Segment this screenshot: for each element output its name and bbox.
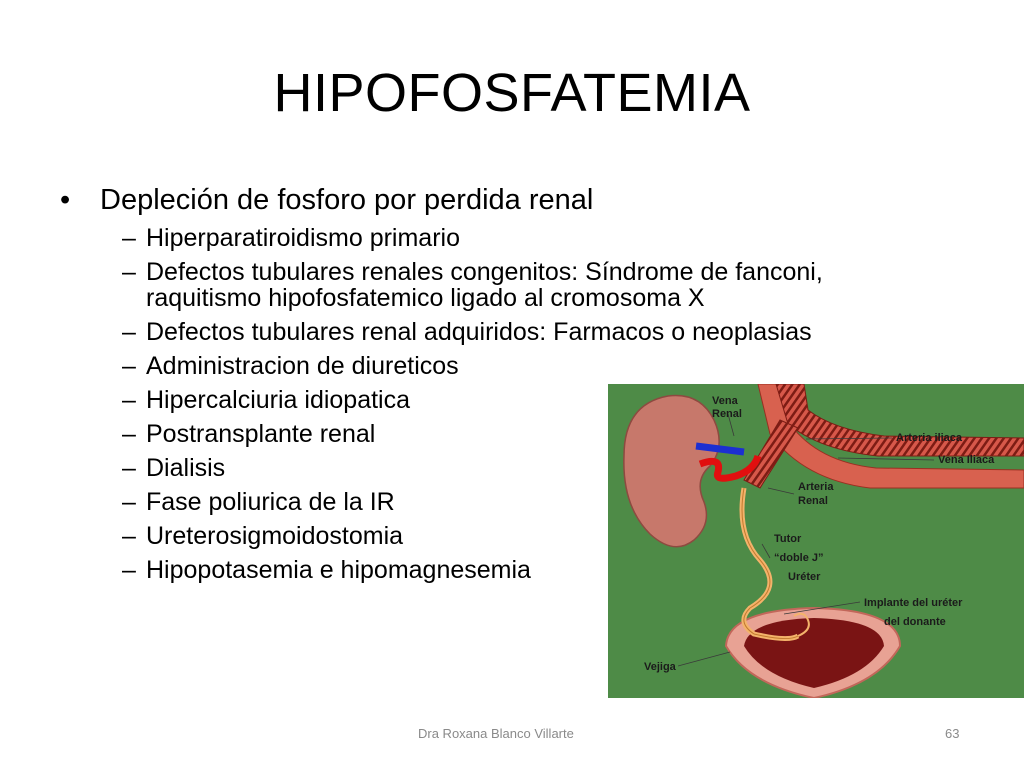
- label-arteria-renal-2: Renal: [798, 495, 828, 507]
- label-implante-1: Implante del uréter: [864, 597, 963, 609]
- page-number: 63: [945, 726, 960, 741]
- label-tutor-2: “doble J”: [774, 552, 824, 564]
- label-arteria-iliaca: Arteria iliaca: [896, 432, 963, 444]
- pointer-arteria-renal: [768, 488, 794, 494]
- sub-item: – Fase poliurica de la IR: [122, 488, 395, 516]
- sub-item: – Hipopotasemia e hipomagnesemia: [122, 556, 531, 584]
- sub-item: – Defectos tubulares renal adquiridos: Farmacos o neoplasias: [122, 318, 812, 346]
- sub-item: – Defectos tubulares renales congenitos: Síndrome de fanconi, raquitismo hipofosfatemico ligado al cromosoma X: [122, 258, 823, 312]
- pointer-vejiga: [678, 652, 730, 666]
- slide-title: HIPOFOSFATEMIA: [273, 63, 751, 123]
- label-vena-iliaca: Vena Iliaca: [938, 454, 995, 466]
- kidney-shape: [624, 396, 719, 547]
- arteria-iliaca-shape: [776, 384, 1024, 456]
- label-tutor-1: Tutor: [774, 533, 802, 545]
- label-implante-2: del donante: [884, 616, 946, 628]
- dash-icon: –: [122, 556, 136, 584]
- bullet-dot-icon: •: [60, 184, 71, 216]
- dash-icon: –: [122, 318, 136, 346]
- label-vena-renal-1: Vena: [712, 395, 738, 407]
- sub-item: – Hiperparatiroidismo primario: [122, 224, 460, 252]
- dash-icon: –: [122, 454, 136, 482]
- sub-item: – Postransplante renal: [122, 420, 376, 448]
- sub-item: – Dialisis: [122, 454, 226, 482]
- dash-icon: –: [122, 386, 136, 414]
- label-arteria-renal-1: Arteria: [798, 481, 834, 493]
- main-bullet-text: Depleción de fosforo por perdida renal: [100, 184, 594, 216]
- footer-author: Dra Roxana Blanco Villarte: [418, 726, 574, 741]
- label-vejiga: Vejiga: [644, 661, 676, 673]
- dash-icon: –: [122, 258, 136, 286]
- dash-icon: –: [122, 352, 136, 380]
- label-ureter: Uréter: [788, 571, 821, 583]
- dash-icon: –: [122, 522, 136, 550]
- main-bullet: [60, 183, 940, 217]
- sub-item: – Administracion de diureticos: [122, 352, 459, 380]
- dash-icon: –: [122, 420, 136, 448]
- pointer-ureter: [762, 544, 770, 558]
- sub-item: – Hipercalciuria idiopatica: [122, 386, 411, 414]
- sub-item: – Ureterosigmoidostomia: [122, 522, 404, 550]
- pointer-vena-iliaca: [838, 458, 934, 460]
- kidney-transplant-figure: [608, 384, 1024, 698]
- dash-icon: –: [122, 488, 136, 516]
- kidney-transplant-diagram: [608, 384, 1024, 698]
- dash-icon: –: [122, 224, 136, 252]
- label-vena-renal-2: Renal: [712, 408, 742, 420]
